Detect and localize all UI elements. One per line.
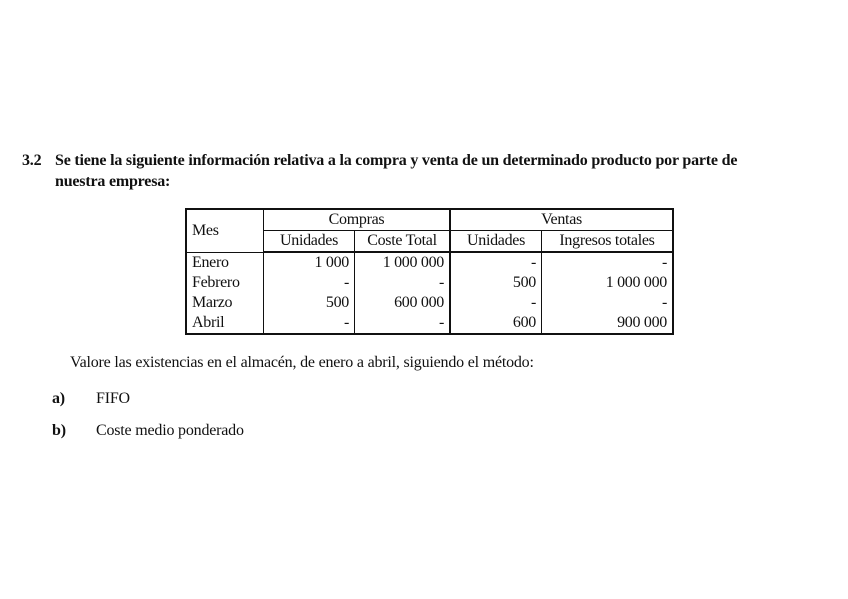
cell-mes: Marzo [186,293,264,313]
purchases-sales-table [185,208,674,335]
option-b-text: Coste medio ponderado [96,422,244,439]
subheader-ventas-unidades: Unidades [450,231,542,253]
table-row [186,293,673,313]
table-row [186,273,673,293]
cell-ventas-ingresos: - [661,294,667,311]
cell-compras-coste: 1 000 000 [355,252,451,273]
option-b-letter: b) [52,422,66,439]
cell-ventas-unidades: 600 [450,313,542,334]
cell-ventas-ingresos: 1 000 000 [605,274,667,291]
option-a-text: FIFO [96,390,130,407]
cell-compras-unidades: - [264,313,355,334]
cell-mes: Abril [186,313,264,334]
cell-compras-unidades: - [264,273,355,293]
cell-ventas-ingresos: 900 000 [617,314,667,331]
cell-compras-coste: - [355,313,451,334]
problem-statement-line2: nuestra empresa: [55,173,171,190]
table-row [186,252,673,273]
cell-mes: Febrero [186,273,264,293]
cell-compras-coste: - [355,273,451,293]
table-row [186,313,673,334]
subheader-coste-total: Coste Total [355,231,451,253]
header-mes: Mes [186,209,264,252]
cell-ventas-unidades: - [450,252,542,273]
cell-compras-unidades: 1 000 [264,252,355,273]
instruction-text: Valore las existencias en el almacén, de enero a abril, siguiendo el método: [70,354,534,371]
subheader-ingresos-totales: Ingresos totales [542,231,674,253]
subheader-compras-unidades: Unidades [264,231,355,253]
header-compras: Compras [264,209,451,231]
cell-compras-coste: 600 000 [355,293,451,313]
option-a-letter: a) [52,390,65,407]
option-b [52,421,244,441]
cell-ventas-ingresos: - [661,254,667,271]
cell-ventas-unidades: 500 [450,273,542,293]
problem-statement [22,150,834,192]
cell-mes: Enero [186,252,264,273]
cell-ventas-unidades: - [450,293,542,313]
table-header-row [186,209,673,231]
option-a [52,389,130,409]
problem-number: 3.2 [22,152,42,169]
cell-compras-unidades: 500 [264,293,355,313]
header-ventas: Ventas [450,209,673,231]
problem-statement-line1: Se tiene la siguiente información relativa a la compra y venta de un determinado producto por parte de [55,152,738,169]
